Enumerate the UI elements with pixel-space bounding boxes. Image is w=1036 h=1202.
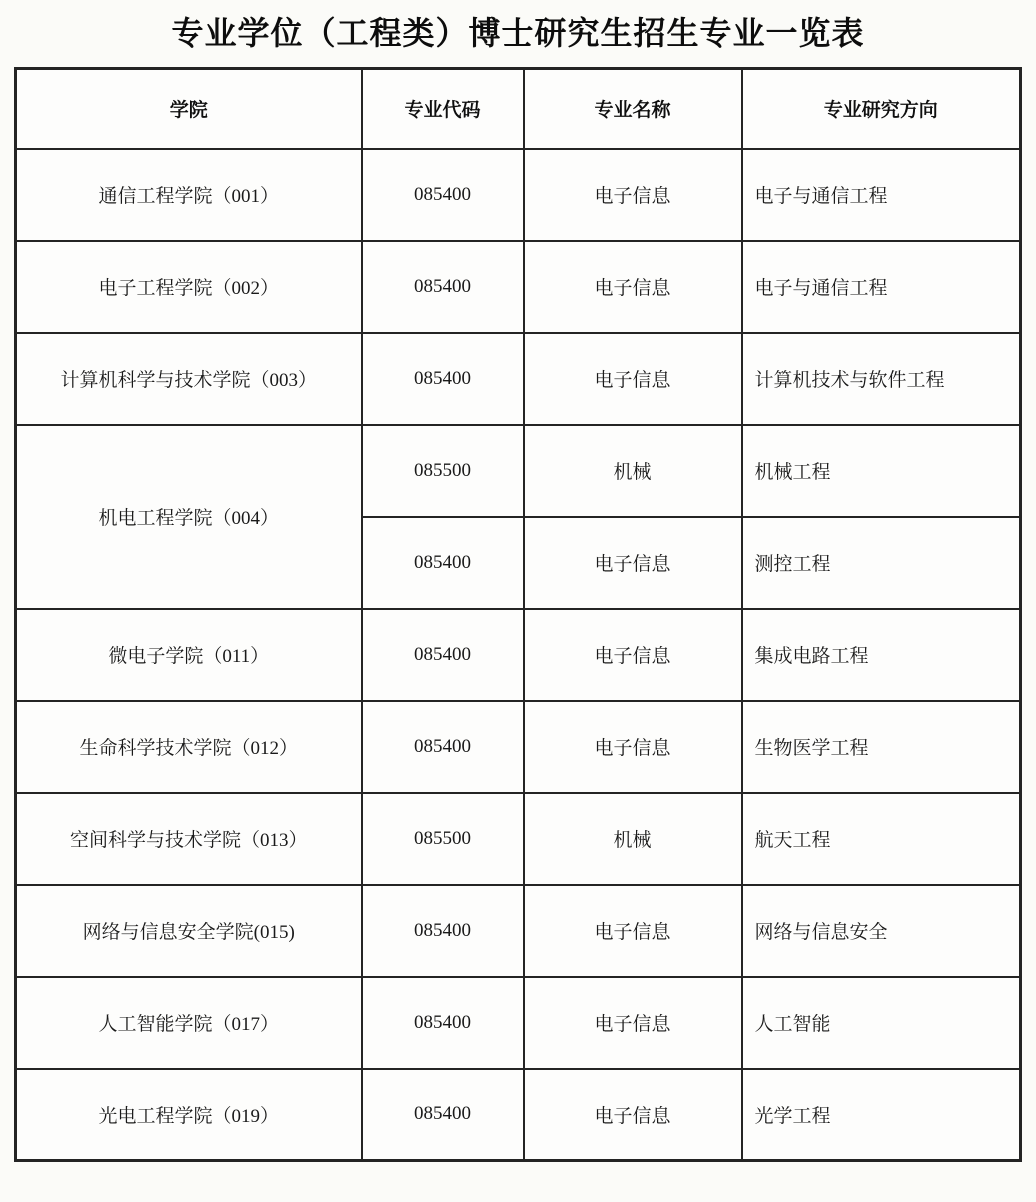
code-cell: 085400 bbox=[362, 517, 524, 609]
major-cell: 电子信息 bbox=[524, 333, 742, 425]
direction-cell: 人工智能 bbox=[742, 977, 1021, 1069]
college-cell-merged: 机电工程学院（004） bbox=[16, 425, 362, 609]
code-cell: 085400 bbox=[362, 149, 524, 241]
major-cell: 机械 bbox=[524, 793, 742, 885]
table-row bbox=[16, 609, 1021, 701]
table-row bbox=[16, 977, 1021, 1069]
direction-cell: 集成电路工程 bbox=[742, 609, 1021, 701]
table-row bbox=[16, 793, 1021, 885]
table-row bbox=[16, 885, 1021, 977]
direction-cell: 航天工程 bbox=[742, 793, 1021, 885]
table-row bbox=[16, 149, 1021, 241]
code-cell: 085400 bbox=[362, 977, 524, 1069]
page-title: 专业学位（工程类）博士研究生招生专业一览表 bbox=[171, 15, 865, 51]
major-cell: 电子信息 bbox=[524, 517, 742, 609]
direction-cell: 计算机技术与软件工程 bbox=[742, 333, 1021, 425]
code-cell: 085400 bbox=[362, 1069, 524, 1161]
college-cell: 光电工程学院（019） bbox=[16, 1069, 362, 1161]
table-row bbox=[16, 1069, 1021, 1161]
table-row bbox=[16, 701, 1021, 793]
code-cell: 085400 bbox=[362, 333, 524, 425]
direction-cell: 电子与通信工程 bbox=[742, 241, 1021, 333]
direction-cell: 电子与通信工程 bbox=[742, 149, 1021, 241]
code-cell: 085500 bbox=[362, 425, 524, 517]
header-row bbox=[16, 69, 1021, 149]
admission-table bbox=[14, 67, 1022, 1162]
college-cell: 电子工程学院（002） bbox=[16, 241, 362, 333]
college-cell: 计算机科学与技术学院（003） bbox=[16, 333, 362, 425]
code-cell: 085400 bbox=[362, 885, 524, 977]
code-cell: 085400 bbox=[362, 241, 524, 333]
table-row bbox=[16, 425, 1021, 517]
college-cell: 人工智能学院（017） bbox=[16, 977, 362, 1069]
major-cell: 电子信息 bbox=[524, 609, 742, 701]
major-cell: 电子信息 bbox=[524, 885, 742, 977]
direction-cell: 光学工程 bbox=[742, 1069, 1021, 1161]
header-code: 专业代码 bbox=[362, 69, 524, 149]
direction-cell: 机械工程 bbox=[742, 425, 1021, 517]
table-row bbox=[16, 333, 1021, 425]
college-cell: 微电子学院（011） bbox=[16, 609, 362, 701]
major-cell: 电子信息 bbox=[524, 149, 742, 241]
major-cell: 电子信息 bbox=[524, 977, 742, 1069]
college-cell: 空间科学与技术学院（013） bbox=[16, 793, 362, 885]
major-cell: 电子信息 bbox=[524, 241, 742, 333]
table-row bbox=[16, 241, 1021, 333]
direction-cell: 测控工程 bbox=[742, 517, 1021, 609]
college-cell: 网络与信息安全学院(015) bbox=[16, 885, 362, 977]
direction-cell: 网络与信息安全 bbox=[742, 885, 1021, 977]
direction-cell: 生物医学工程 bbox=[742, 701, 1021, 793]
code-cell: 085500 bbox=[362, 793, 524, 885]
code-cell: 085400 bbox=[362, 701, 524, 793]
header-major: 专业名称 bbox=[524, 69, 742, 149]
college-cell: 通信工程学院（001） bbox=[16, 149, 362, 241]
major-cell: 电子信息 bbox=[524, 1069, 742, 1161]
header-college: 学院 bbox=[16, 69, 362, 149]
header-direction: 专业研究方向 bbox=[742, 69, 1021, 149]
major-cell: 机械 bbox=[524, 425, 742, 517]
code-cell: 085400 bbox=[362, 609, 524, 701]
college-cell: 生命科学技术学院（012） bbox=[16, 701, 362, 793]
major-cell: 电子信息 bbox=[524, 701, 742, 793]
